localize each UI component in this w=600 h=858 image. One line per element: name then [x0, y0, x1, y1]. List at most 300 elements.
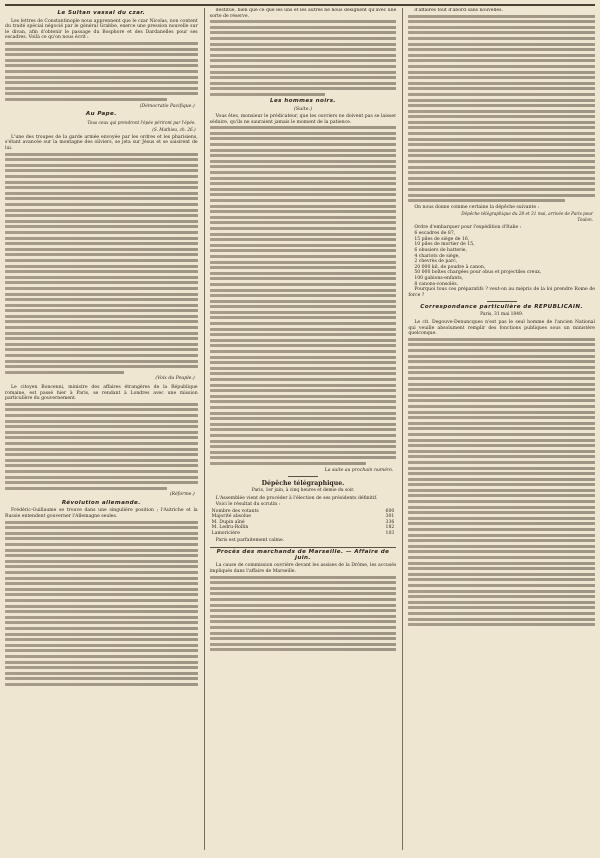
- text-line: [408, 15, 595, 18]
- text-line: [408, 177, 595, 180]
- section-subtitle-hommes-noirs: (Suite.): [294, 106, 312, 112]
- text-line: [210, 255, 397, 258]
- text-line: [5, 343, 198, 346]
- text-line: [210, 637, 397, 640]
- text-line: [408, 76, 595, 79]
- column-3: [402, 8, 595, 850]
- text-line: [408, 606, 595, 609]
- section-divider: [487, 301, 517, 302]
- text-line: [210, 76, 397, 79]
- text-line: [210, 171, 397, 174]
- text-line: [5, 408, 198, 411]
- text-line: [408, 194, 595, 197]
- text-line: [408, 20, 595, 23]
- text-line: [5, 76, 198, 79]
- text-line: [210, 160, 397, 163]
- epigraph-pape: Tous ceux qui prendront l'épée périront par l'épée.: [87, 119, 196, 125]
- text-line: [5, 453, 198, 456]
- text-line: [5, 599, 198, 602]
- text-line: [5, 420, 198, 423]
- text-line: [5, 655, 198, 658]
- text-line: [408, 528, 595, 531]
- text-line: [408, 371, 595, 374]
- section-title-hommes-noirs: Les hommes noirs.: [270, 97, 336, 104]
- text-line: [210, 615, 397, 618]
- text-line: [210, 272, 397, 275]
- text-line: [5, 683, 198, 686]
- text-line: [408, 623, 595, 626]
- signature-pape: (Voix du Peuple.): [155, 376, 195, 382]
- text-line: [210, 249, 397, 252]
- text-line: [210, 216, 397, 219]
- text-line: [408, 472, 595, 475]
- text-line: [408, 104, 595, 107]
- text-line: [5, 332, 198, 335]
- text-line: [5, 360, 198, 363]
- text-line: [5, 59, 198, 62]
- text-line: [408, 444, 595, 447]
- text-line: [408, 573, 595, 576]
- text-line: [210, 227, 397, 230]
- section-title-correspondance: Correspondance particulière de REPUBLICAIN.: [420, 303, 584, 310]
- text-line: [5, 276, 198, 279]
- text-line: [5, 281, 198, 284]
- text-line: [210, 48, 397, 51]
- text-line: [210, 305, 397, 308]
- text-line: [210, 361, 397, 364]
- text-line: [5, 48, 198, 51]
- text-line: [210, 300, 397, 303]
- section-title-sultan: Le Sultan vassal du czar.: [57, 10, 146, 16]
- text-line: [210, 65, 397, 68]
- text-line: [5, 175, 198, 178]
- text-line: [408, 601, 595, 604]
- vote-table: [210, 509, 397, 536]
- text-line: [408, 138, 595, 141]
- text-line: [210, 82, 397, 85]
- text-line: [5, 186, 198, 189]
- text-line: [408, 478, 595, 481]
- text-line: [5, 543, 198, 546]
- text-line: [408, 31, 595, 34]
- text-line: [210, 604, 397, 607]
- text-line: [5, 638, 198, 641]
- text-line: [408, 584, 595, 587]
- text-line: [210, 451, 397, 454]
- text-line: [408, 618, 595, 621]
- text-line: [408, 500, 595, 503]
- text-line: [210, 423, 397, 426]
- text-line: [210, 277, 397, 280]
- text-line: [5, 337, 198, 340]
- vote-label: Nombre des votants: [211, 509, 259, 515]
- text-line: [5, 436, 198, 439]
- text-line: [210, 344, 397, 347]
- text-line: [5, 293, 198, 296]
- section-title-revolution: Révolution allemande.: [61, 499, 141, 506]
- text-line: [5, 442, 198, 445]
- text-line: [408, 612, 595, 615]
- text-line: [210, 154, 397, 157]
- section-title-depeche: Dépêche télégraphique.: [261, 479, 345, 487]
- vote-label: M. Ledru-Rollin: [211, 525, 249, 531]
- section-text-pape: L'une des troupes de la garde armée envoyée par les ordres et les pharisiens, s'étant avancée sur la montagne des oliviers, se jeta sur Jésus et se saisirent de lui.: [5, 134, 198, 152]
- list-item: 100 gabions-enfants,: [414, 275, 464, 281]
- text-line: [210, 412, 397, 415]
- text-line: [5, 320, 198, 323]
- text-line: [5, 153, 198, 156]
- text-line: [408, 171, 595, 174]
- text-line: [408, 48, 595, 51]
- text-line: [5, 644, 198, 647]
- text-line: [408, 154, 595, 157]
- text-line: [210, 59, 397, 62]
- text-line: [408, 349, 595, 352]
- text-line: [5, 470, 198, 473]
- text-line: [5, 593, 198, 596]
- text-line: [5, 197, 198, 200]
- text-line: [5, 220, 198, 223]
- text-line: [408, 416, 595, 419]
- section-title-proces: Procès des marchands de Marseille. — Affaire de juin.: [216, 549, 390, 561]
- text-line: [408, 87, 595, 90]
- section-text-continued: destitué, bien que ce que les uns et les autres ne nous désignent qu'avec une sorte de réserve.: [209, 8, 397, 19]
- text-line: [5, 365, 198, 368]
- text-line: [408, 37, 595, 40]
- column-1: [5, 8, 198, 850]
- text-line: [210, 428, 397, 431]
- section-text-correspondance: Le cit. Degouve-Denuncques n'est pas le seul homme de l'ancien National qui veuille absolument remplir des fonctions publiques sous un ministère quelconque.: [408, 320, 595, 337]
- text-line: [5, 70, 198, 73]
- column-2: [204, 8, 397, 850]
- text-line: [5, 633, 198, 636]
- text-line: [5, 203, 198, 206]
- text-line: [5, 53, 198, 56]
- list-item: 10 piles de mortier de 15,: [414, 242, 475, 248]
- text-line: [408, 121, 595, 124]
- correspondance-dateline: Paris, 31 mai 1849.: [480, 312, 524, 318]
- text-line: [5, 571, 198, 574]
- text-line: [5, 554, 198, 557]
- text-line: [5, 98, 167, 101]
- text-line: [5, 348, 198, 351]
- text-line: [5, 42, 198, 45]
- text-line: [408, 199, 565, 202]
- text-line: [210, 93, 326, 96]
- text-line: [408, 126, 595, 129]
- text-line: [5, 560, 198, 563]
- text-line: [210, 333, 397, 336]
- section-text-sultan: Les lettres de Constantinople nous apprennent que le czar Nicolas, non content du traité spécial négocié par le général Grabbe, exerce une pression nouvelle sur le divan, afin d'obtenir le passage du Bosphore et des Dardanelles pour ses escadres. Voilà ce qu'on nous écrit :: [5, 18, 198, 41]
- text-line: [210, 233, 397, 236]
- text-line: [408, 506, 595, 509]
- text-line: [5, 481, 198, 484]
- text-line: [5, 225, 198, 228]
- text-line: [210, 205, 397, 208]
- section-text-revolution: Frédéric-Guillaume se trouve dans une singulière position ; l'Autriche et la Russie entendent gouverner l'Allemagne seules.: [5, 508, 198, 520]
- text-line: [5, 521, 198, 524]
- header-rule: [5, 4, 595, 6]
- vote-label: Lamoricière: [211, 530, 240, 536]
- text-line: [5, 532, 198, 535]
- text-line: [5, 371, 124, 374]
- text-line: [408, 399, 595, 402]
- text-line: [5, 677, 198, 680]
- text-line: [408, 132, 595, 135]
- text-line: [5, 309, 198, 312]
- text-line: [408, 439, 595, 442]
- continued-note: La suite au prochain numéro.: [324, 467, 394, 473]
- list-item: 2 chevrès de parc,: [414, 259, 458, 265]
- text-line: [408, 467, 595, 470]
- text-line: [210, 456, 397, 459]
- text-line: [5, 92, 198, 95]
- text-line: [5, 287, 198, 290]
- text-line: [5, 326, 198, 329]
- text-line: [408, 562, 595, 565]
- vote-intro: Voici le résultat du scrutin :: [215, 502, 281, 508]
- text-line: [408, 427, 595, 430]
- text-line: [210, 417, 397, 420]
- text-line: [5, 270, 198, 273]
- text-line: [210, 199, 397, 202]
- text-line: [210, 221, 397, 224]
- text-line: [5, 403, 198, 406]
- text-line: [210, 283, 397, 286]
- text-line: [5, 666, 198, 669]
- vote-value: 600: [385, 509, 395, 515]
- text-line: [5, 627, 198, 630]
- text-line: [210, 372, 397, 375]
- text-line: [408, 377, 595, 380]
- text-line: [408, 411, 595, 414]
- text-line: [210, 26, 397, 29]
- text-line: [5, 158, 198, 161]
- text-line: [210, 339, 397, 342]
- text-line: [210, 316, 397, 319]
- text-line: [408, 338, 595, 341]
- text-line: [408, 461, 595, 464]
- text-line: [408, 489, 595, 492]
- text-line: [210, 576, 397, 579]
- text-line: [5, 464, 198, 467]
- text-line: [5, 265, 198, 268]
- text-line: [210, 311, 397, 314]
- text-line: [5, 537, 198, 540]
- list-item: 20 000 kil. de poudre à canon,: [414, 264, 486, 270]
- text-line: [210, 462, 367, 465]
- text-line: [408, 450, 595, 453]
- text-line: [5, 425, 198, 428]
- section-text-boncenni: Le citoyen Boncenni, ministre des affaires étrangères de la République romaine, est passé hier à Paris, se rendant à Londres avec une mission particulière du gouvernement.: [5, 385, 198, 402]
- text-line: [408, 550, 595, 553]
- text-line: [408, 578, 595, 581]
- text-line: [210, 400, 397, 403]
- text-line: [5, 87, 198, 90]
- text-line: [408, 182, 595, 185]
- text-line: [408, 149, 595, 152]
- text-line: [210, 143, 397, 146]
- text-line: [210, 294, 397, 297]
- text-line: [5, 298, 198, 301]
- text-line: [408, 517, 595, 520]
- text-line: [210, 440, 397, 443]
- section-divider: [288, 476, 318, 477]
- text-line: [5, 476, 198, 479]
- text-line: [210, 609, 397, 612]
- text-line: [210, 395, 397, 398]
- text-line: [210, 356, 397, 359]
- text-line: [210, 20, 397, 23]
- text-line: [210, 581, 397, 584]
- text-line: [210, 406, 397, 409]
- text-line: [5, 448, 198, 451]
- list-item: 6 escadres de 87,: [414, 231, 456, 237]
- text-line: [5, 214, 198, 217]
- section-divider: [210, 547, 397, 548]
- vote-value: 103: [385, 530, 395, 536]
- text-line: [5, 237, 198, 240]
- text-line: [210, 643, 397, 646]
- depeche-dateline: Paris, 1er juin, à cinq heures et demie du soir.: [251, 488, 355, 494]
- text-line: [210, 289, 397, 292]
- text-line: [5, 414, 198, 417]
- text-line: [408, 422, 595, 425]
- text-line: [5, 304, 198, 307]
- text-line: [210, 54, 397, 57]
- text-line: [210, 149, 397, 152]
- text-line: [5, 459, 198, 462]
- list-item: 4 chariots de siège,: [414, 253, 460, 259]
- text-line: [210, 389, 397, 392]
- text-line: [5, 354, 198, 357]
- text-line: [5, 565, 198, 568]
- text-line: [210, 238, 397, 241]
- text-line: [210, 182, 397, 185]
- vote-footer: Paris est parfaitement calme.: [215, 538, 285, 544]
- text-line: [408, 166, 595, 169]
- text-line: [210, 328, 397, 331]
- text-line: [408, 522, 595, 525]
- text-line: [408, 388, 595, 391]
- depeche-toulon-quote: Dépêche télégraphique du 28 et 31 mai, arrivée de Paris pour Toulon.: [461, 211, 593, 222]
- text-line: [408, 534, 595, 537]
- text-line: [408, 71, 595, 74]
- text-line: [5, 259, 198, 262]
- text-line: [5, 649, 198, 652]
- section-title-pape: Au Pape.: [85, 111, 117, 118]
- text-line: [408, 483, 595, 486]
- text-line: [210, 261, 397, 264]
- manifest-question: Pourquoi tous ces préparatifs ? veut-on au mépris de la loi prendre Rome de force ?: [408, 287, 595, 298]
- text-line: [210, 193, 397, 196]
- text-line: [210, 188, 397, 191]
- text-line: [5, 192, 198, 195]
- list-item: 15 piles de siège de 16,: [414, 236, 470, 242]
- text-line: [5, 588, 198, 591]
- text-line: [408, 54, 595, 57]
- depeche-intro: L'Assemblée vient de procéder à l'élection de ses présidents définitif.: [215, 495, 378, 501]
- text-line: [210, 378, 397, 381]
- vote-value: 301: [385, 514, 395, 520]
- text-line: [408, 595, 595, 598]
- table-row: [210, 531, 397, 536]
- text-line: [408, 394, 595, 397]
- text-line: [5, 487, 167, 490]
- text-line: [5, 621, 198, 624]
- epigraph-ref-pape: (S. Mathieu, ch. 26.): [152, 127, 196, 133]
- text-line: [408, 545, 595, 548]
- text-line: [210, 367, 397, 370]
- text-line: [5, 81, 198, 84]
- text-line: [408, 82, 595, 85]
- text-line: [210, 266, 397, 269]
- text-line: [210, 434, 397, 437]
- text-line: [5, 181, 198, 184]
- depeche-intro-toulon: On nous donne comme certaine la dépêche suivante :: [414, 204, 540, 210]
- text-line: [210, 626, 397, 629]
- text-line: [408, 511, 595, 514]
- text-line: [408, 539, 595, 542]
- text-line: [408, 115, 595, 118]
- text-line: [5, 582, 198, 585]
- text-line: [210, 648, 397, 651]
- section-text-proces: La cause de commission ouvrière devant les assises de la Drôme, les accusés impliqués dans l'affaire de Marseille.: [209, 563, 397, 575]
- text-line: [210, 620, 397, 623]
- text-line: [408, 110, 595, 113]
- text-line: [210, 31, 397, 34]
- text-line: [210, 445, 397, 448]
- section-text-continued: d'affaires tout d'abord sans nouvelles.: [414, 8, 503, 13]
- text-line: [210, 322, 397, 325]
- text-line: [210, 210, 397, 213]
- text-line: [408, 160, 595, 163]
- text-line: [408, 65, 595, 68]
- text-line: [408, 26, 595, 29]
- text-line: [5, 526, 198, 529]
- text-line: [210, 137, 397, 140]
- text-line: [210, 350, 397, 353]
- list-item: 8 canons-consolés.: [414, 281, 459, 287]
- text-line: [210, 71, 397, 74]
- text-line: [5, 610, 198, 613]
- text-line: [5, 248, 198, 251]
- text-line: [408, 343, 595, 346]
- text-line: [408, 93, 595, 96]
- text-line: [210, 384, 397, 387]
- text-line: [408, 405, 595, 408]
- text-line: [210, 126, 397, 129]
- text-line: [5, 616, 198, 619]
- vote-label: M. Dupin aîné: [211, 519, 245, 525]
- text-line: [5, 253, 198, 256]
- text-line: [5, 315, 198, 318]
- columns: [5, 8, 595, 850]
- text-line: [5, 549, 198, 552]
- text-line: [5, 209, 198, 212]
- text-line: [5, 661, 198, 664]
- manifest-title: Ordre d'embarquer pour l'expédition d'Italie :: [414, 224, 522, 230]
- text-line: [5, 431, 198, 434]
- text-line: [5, 577, 198, 580]
- text-line: [5, 231, 198, 234]
- text-line: [210, 87, 397, 90]
- list-item: 6 obusiers de batterie,: [414, 247, 467, 253]
- text-line: [5, 164, 198, 167]
- vote-value: 182: [385, 525, 395, 531]
- text-line: [5, 605, 198, 608]
- vote-value: 336: [385, 519, 395, 525]
